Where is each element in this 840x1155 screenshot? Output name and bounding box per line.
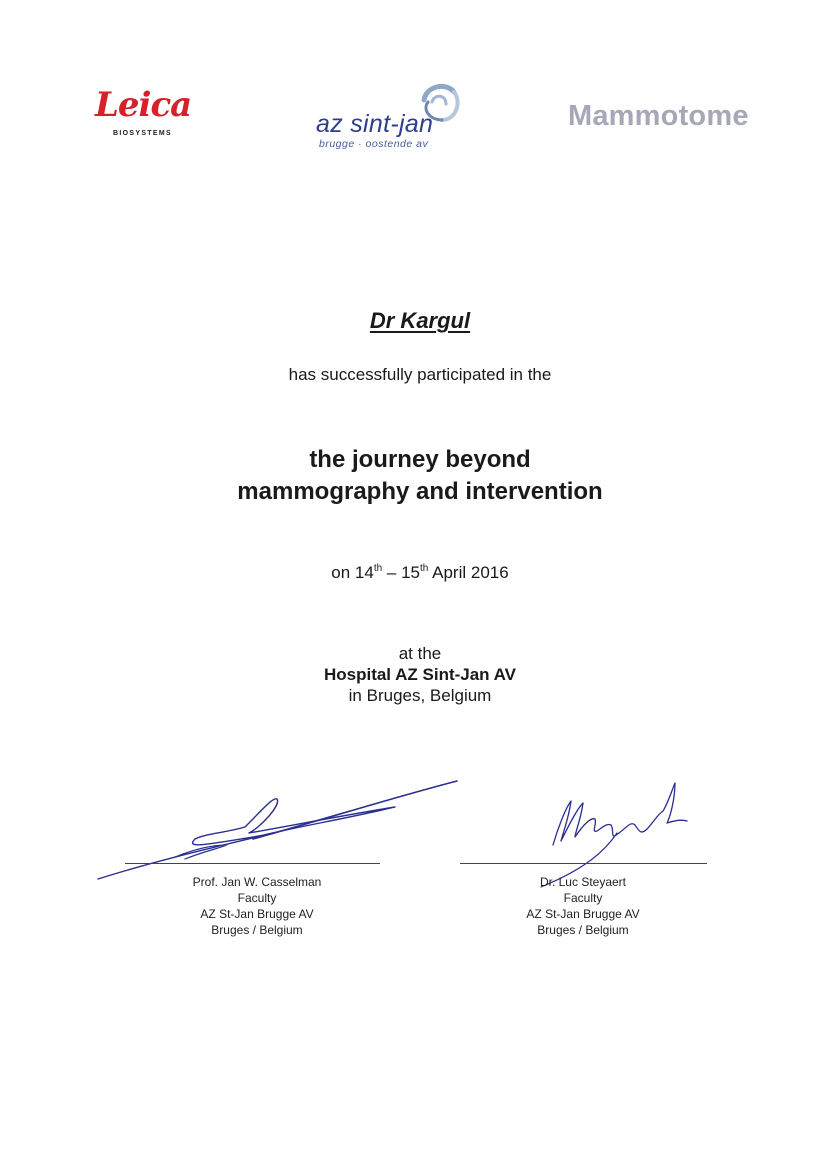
- leica-wordmark: Leica: [95, 85, 192, 125]
- az-sint-jan-wordmark: az sint-jan: [316, 110, 434, 138]
- signatory-role: Faculty: [563, 891, 603, 905]
- course-dates: [0, 563, 840, 583]
- venue-hospital: Hospital AZ Sint-Jan AV: [323, 665, 517, 684]
- signatory-role: Faculty: [237, 891, 277, 905]
- leica-biosystems-logo: [95, 85, 192, 137]
- venue-block: [0, 643, 840, 706]
- recipient-name: Dr Kargul: [369, 308, 471, 333]
- participation-statement: has successfully participated in the: [288, 365, 552, 384]
- course-title-line-1: the journey beyond: [309, 446, 531, 473]
- dates-suffix: April 2016: [428, 563, 509, 582]
- signatory-location: Bruges / Belgium: [537, 923, 629, 937]
- signatory-name: Prof. Jan W. Casselman: [192, 875, 322, 889]
- dates-middle: – 15: [382, 563, 420, 582]
- signature-line-right: [460, 863, 707, 864]
- signatory-name: Dr. Luc Steyaert: [539, 875, 627, 889]
- leica-subtitle: BIOSYSTEMS: [113, 130, 172, 137]
- az-sint-jan-subtitle: brugge · oostende av: [319, 138, 429, 150]
- venue-location: in Bruges, Belgium: [348, 686, 492, 705]
- signatory-institution: AZ St-Jan Brugge AV: [526, 907, 640, 921]
- course-title-line-2: mammography and intervention: [237, 478, 603, 505]
- dates-prefix: on 14: [331, 563, 374, 582]
- dates-ordinal-1: th: [373, 563, 383, 574]
- signature-casselman: [95, 775, 465, 885]
- venue-intro: at the: [398, 644, 442, 663]
- signatory-location: Bruges / Belgium: [211, 923, 303, 937]
- signatory-right: [453, 874, 713, 938]
- az-sint-jan-logo: [316, 80, 476, 155]
- mammotome-logo: Mammotome: [568, 100, 749, 132]
- signature-line-left: [125, 863, 380, 864]
- course-title: [0, 444, 840, 508]
- signatory-institution: AZ St-Jan Brugge AV: [200, 907, 314, 921]
- dates-ordinal-2: th: [420, 563, 429, 574]
- signatory-left: [127, 874, 387, 938]
